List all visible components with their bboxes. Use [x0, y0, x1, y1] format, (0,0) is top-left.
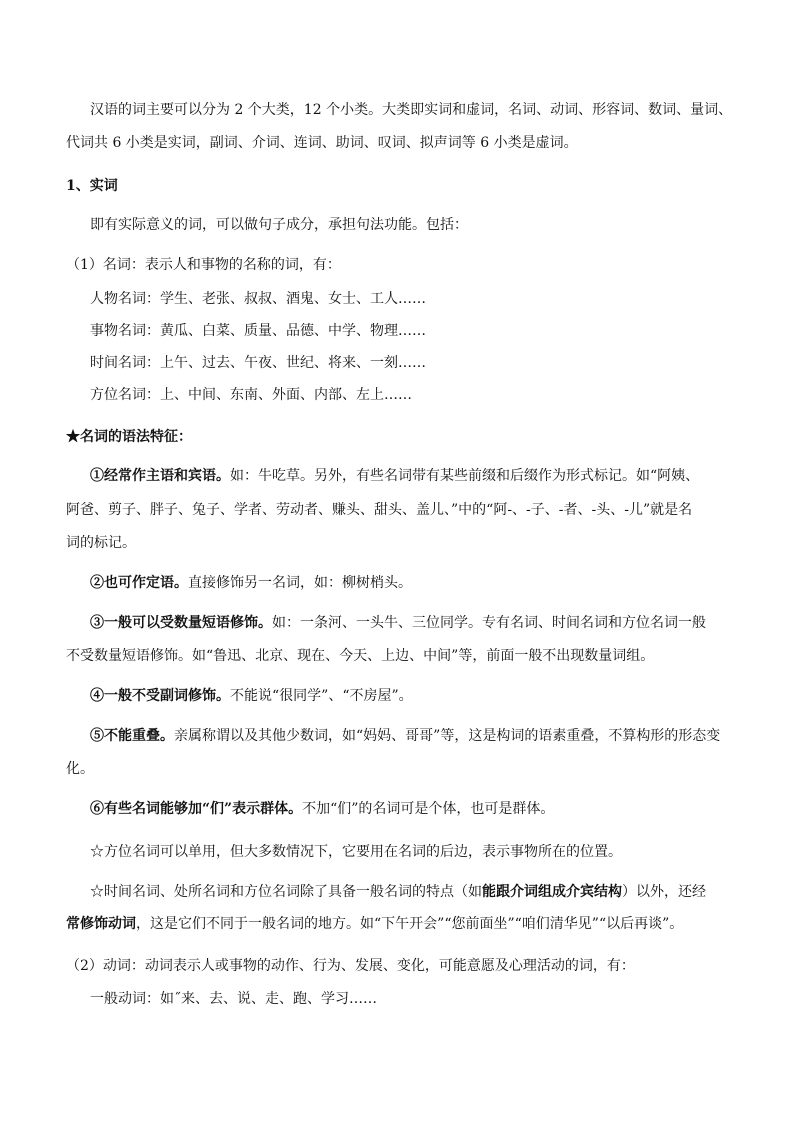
note-2-bold-1: 能跟介词组成介宾结构: [482, 884, 622, 900]
feature-1-line-1: [90, 466, 699, 486]
feature-1-text: 如：牛吃草。另外，有些名词带有某些前缀和后缀作为形式标记。如“阿姨、: [230, 468, 700, 484]
note-direction-nouns: ☆方位名词可以单用，但大多数情况下，它要用在名词的后边，表示事物所在的位置。: [90, 844, 622, 860]
intro-line-1: 汉语的词主要可以分为 2 个大类，12 个小类。大类即实词和虚词，名词、动词、形容词、数词、量词、: [90, 102, 733, 118]
feature-4: [90, 686, 413, 706]
feature-3-bold: ③一般可以受数量短语修饰。: [90, 615, 272, 631]
feature-6: [90, 799, 554, 819]
intro-line-2: 代词共 6 小类是实词，副词、介词、连词、助词、叹词、拟声词等 6 小类是虚词。: [66, 135, 578, 151]
verb-item-general: 一般动词：如˝来、去、说、走、跑、学习……: [90, 991, 377, 1007]
feature-2-bold: ②也可作定语。: [90, 575, 188, 591]
noun-item-time: 时间名词：上午、过去、午夜、世纪、将来、一刻……: [90, 355, 426, 371]
noun-item-person: 人物名词：学生、老张、叔叔、酒鬼、女士、工人……: [90, 291, 426, 307]
noun-title: （1）名词：表示人和事物的名称的词，有：: [66, 257, 341, 273]
note-2-pre: ☆时间名词、处所名词和方位名词除了具备一般名词的特点（如: [90, 884, 482, 900]
feature-2: [90, 573, 412, 593]
noun-item-thing: 事物名词：黄瓜、白菜、质量、品德、中学、物理……: [90, 323, 426, 339]
feature-3-text: 如：一条河、一头牛、三位同学。专有名词、时间名词和方位名词一般: [272, 615, 706, 631]
feature-6-bold: ⑥有些名词能够加“们”表示群体。: [90, 801, 303, 817]
feature-1-line-2: 阿爸、剪子、胖子、兔子、学者、劳动者、赚头、甜头、盖儿、”中的“阿-、-子、-者、-头、-儿”就是名: [66, 502, 693, 518]
feature-5-line-2: 化。: [66, 761, 94, 777]
feature-4-bold: ④一般不受副词修饰。: [90, 688, 230, 704]
section-description: 即有实际意义的词，可以做句子成分，承担句法功能。包括：: [90, 217, 468, 233]
feature-1-bold: ①经常作主语和宾语。: [90, 468, 230, 484]
section-heading: 1、实词: [66, 178, 118, 194]
verb-title: （2）动词：动词表示人或事物的动作、行为、发展、变化，可能意愿及心理活动的词，有：: [66, 958, 635, 974]
feature-4-text: 不能说“很同学”、“不房屋”。: [230, 688, 413, 704]
note-2-mid: ）以外，还经: [622, 884, 706, 900]
feature-5-text: 亲属称谓以及其他少数词，如“妈妈、哥哥”等，这是构词的语素重叠，不算构形的形态变: [174, 728, 721, 744]
feature-3-line-1: [90, 613, 706, 633]
feature-2-text: 直接修饰另一名词，如：柳树梢头。: [188, 575, 412, 591]
feature-5-line-1: [90, 726, 720, 746]
note-2-post: ，这是它们不同于一般名词的地方。如“下午开会”“您前面坐”“咱们清华见”“以后再谈”。: [136, 916, 684, 932]
features-heading: ★名词的语法特征：: [66, 429, 192, 445]
feature-6-text: 不加“们”的名词可是个体，也可是群体。: [302, 801, 555, 817]
noun-item-direction: 方位名词：上、中间、东南、外面、内部、左上……: [90, 387, 412, 403]
feature-3-line-2: 不受数量短语修饰。如“鲁迅、北京、现在、今天、上边、中间”等，前面一般不出现数量词组。: [66, 648, 655, 664]
feature-1-line-3: 词的标记。: [66, 535, 136, 551]
feature-5-bold: ⑤不能重叠。: [90, 728, 174, 744]
note-2-bold-2: 常修饰动词: [66, 916, 136, 932]
note-time-nouns-line-2: [66, 914, 683, 934]
note-time-nouns-line-1: [90, 882, 706, 902]
